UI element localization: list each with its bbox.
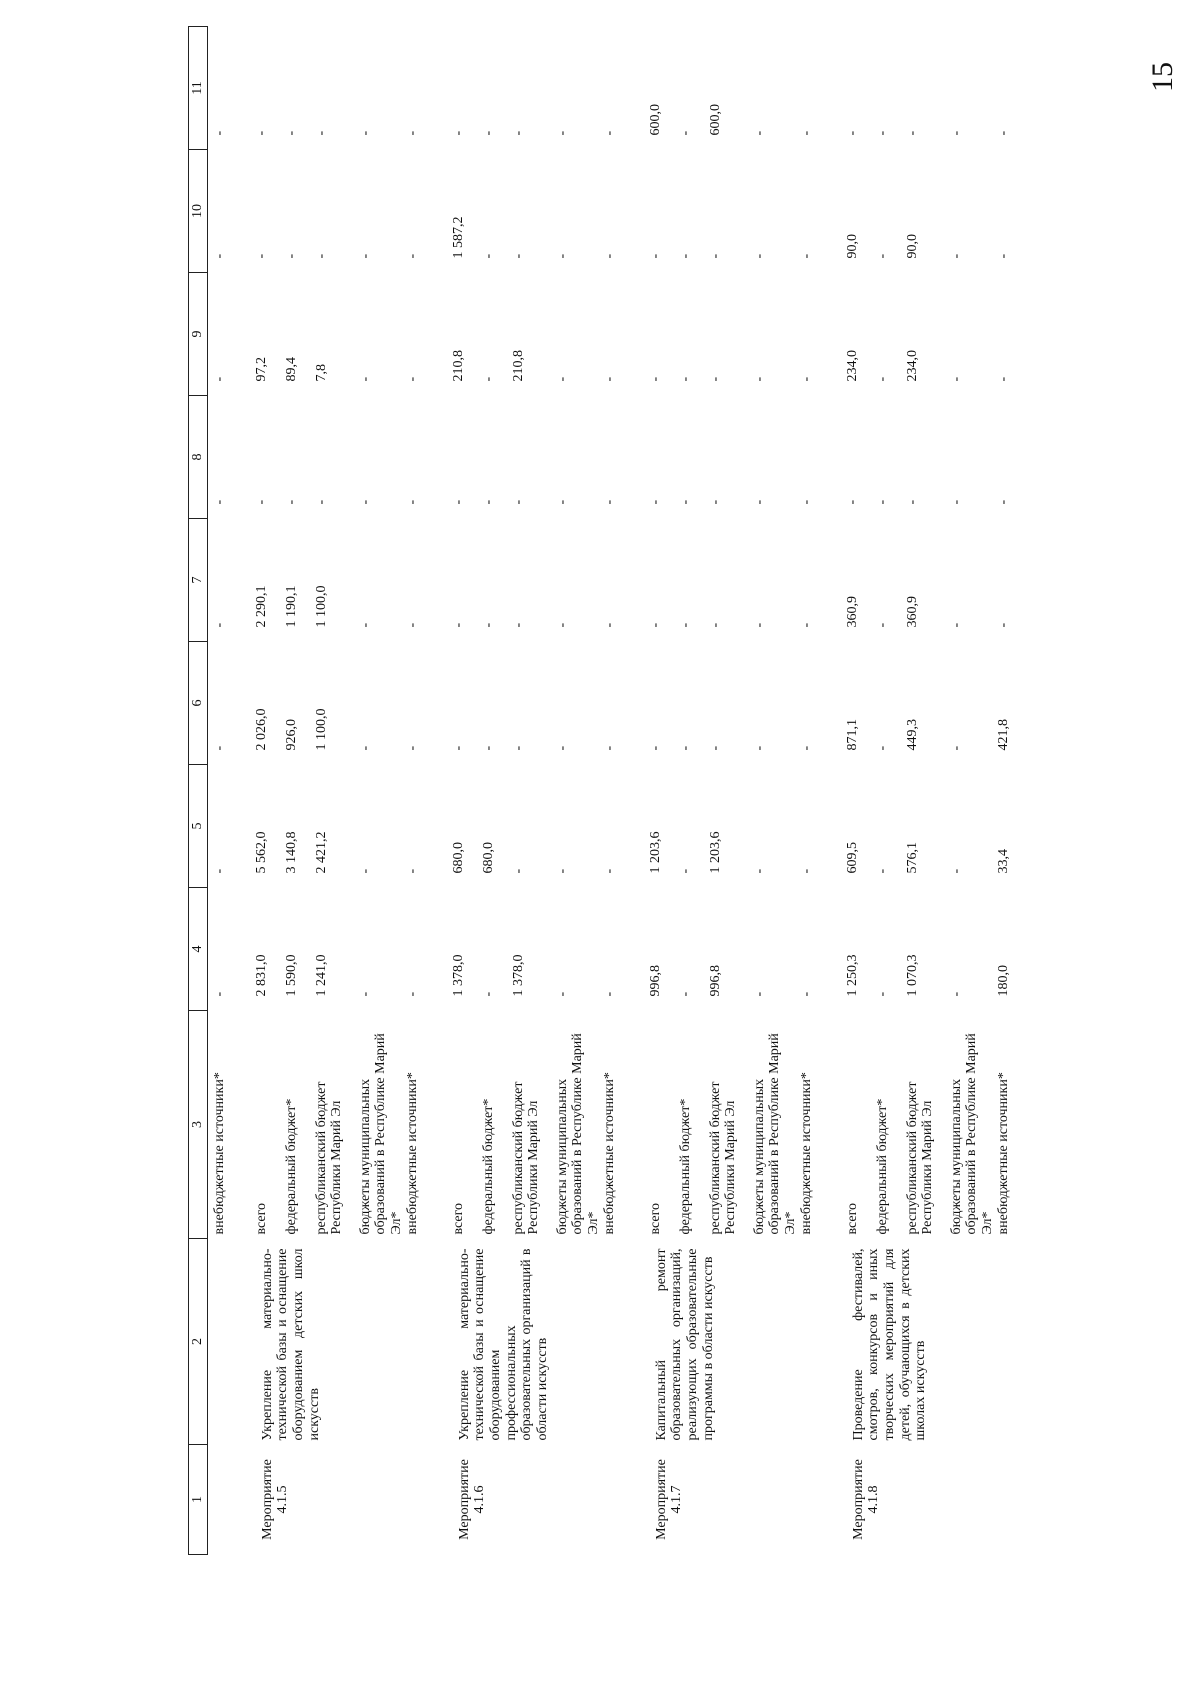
value-cell: 90,0 [904,234,920,259]
source-cell: всего [253,1202,269,1235]
value-cell: - [313,499,329,505]
value-cell: - [554,130,570,136]
value-cell: - [798,253,814,259]
value-cell: 1 590,0 [283,954,299,997]
value-cell: 3 140,8 [283,831,299,874]
empty-cell [829,273,845,396]
value-cell: - [677,622,693,628]
empty-cell [829,642,845,765]
source-cell: республиканский бюджет Республики Марий Эл [707,1081,739,1235]
source-cell: республиканский бюджет Республики Марий Эл [904,1081,936,1235]
value-cell: - [677,745,693,751]
value-cell: - [554,868,570,874]
source-cell: внебюджетные источники* [995,1072,1011,1235]
value-cell: - [798,622,814,628]
empty-cell [829,519,845,642]
value-cell: - [404,868,420,874]
value-cell: - [253,253,269,259]
empty-cell [829,765,845,888]
value-cell: - [601,868,617,874]
value-cell: - [253,499,269,505]
page-number: 15 [1146,62,1179,92]
value-cell: - [212,130,227,136]
value-cell: 1 203,6 [647,831,663,874]
value-cell: 996,8 [707,965,723,997]
value-cell: - [948,253,964,259]
value-cell: 1 100,0 [313,585,329,628]
value-cell: - [510,622,526,628]
measure-description: Капитальный ремонт образовательных организаций, реализующих образовательные программы в области искусств [653,1248,716,1441]
empty-cell [632,150,648,273]
value-cell: - [601,499,617,505]
value-cell: 1 241,0 [313,954,329,997]
column-number-7: 7 [189,519,208,642]
value-cell: - [677,991,693,997]
value-cell: - [874,499,890,505]
column-number-2: 2 [189,1239,208,1445]
value-cell: 1 190,1 [283,585,299,628]
empty-cell [435,888,451,1011]
value-cell: - [751,622,767,628]
empty-cell [632,27,648,150]
empty-cell [632,765,648,888]
value-cell: - [510,499,526,505]
value-cell: 5 562,0 [253,831,269,874]
value-cell: - [707,499,723,505]
value-cell: - [601,130,617,136]
value-cell: - [948,130,964,136]
value-cell: - [904,130,920,136]
empty-cell [435,150,451,273]
value-cell: - [554,622,570,628]
value-cell: 996,8 [647,965,663,997]
empty-cell [435,1011,451,1239]
value-cell: 360,9 [844,596,860,628]
value-cell: - [647,253,663,259]
value-cell: 871,1 [844,719,860,751]
value-cell: 2 026,0 [253,708,269,751]
source-cell: всего [450,1202,466,1235]
measure-description: Укрепление материально-технической базы и оснащение оборудованием детских школ искусств [259,1248,322,1441]
value-cell: - [798,868,814,874]
value-cell: - [212,745,227,751]
value-cell: 1 378,0 [450,954,466,997]
measure-id: Мероприятие 4.1.5 [259,1459,291,1540]
value-cell: - [212,622,227,628]
value-cell: - [751,253,767,259]
column-number-6: 6 [189,642,208,765]
value-cell: 600,0 [647,104,663,136]
value-cell: - [357,499,373,505]
value-cell: - [480,130,496,136]
value-cell: - [357,991,373,997]
empty-cell [238,1445,254,1555]
value-cell: 576,1 [904,842,920,874]
value-cell: 1 203,6 [707,831,723,874]
value-cell: 680,0 [480,842,496,874]
empty-cell [238,765,254,888]
empty-cell [632,273,648,396]
table-row [648,27,678,1555]
value-cell: 210,8 [510,350,526,382]
value-cell: 1 378,0 [510,954,526,997]
value-cell: - [798,376,814,382]
value-cell: 1 100,0 [313,708,329,751]
column-number-5: 5 [189,765,208,888]
empty-cell [238,1011,254,1239]
source-cell: бюджеты муниципальных образований в Республике Марий Эл* [357,1033,404,1235]
value-cell: - [283,130,299,136]
value-cell: - [677,376,693,382]
value-cell: - [357,376,373,382]
value-cell: - [253,130,269,136]
source-cell: бюджеты муниципальных образований в Республике Марий Эл* [948,1033,995,1235]
empty-cell [435,1445,451,1555]
value-cell: - [313,253,329,259]
empty-cell [632,888,648,1011]
source-cell: федеральный бюджет* [480,1098,496,1235]
empty-cell [632,1445,648,1555]
empty-cell [632,519,648,642]
value-cell: - [404,622,420,628]
table-row [208,27,238,1555]
value-cell: - [357,253,373,259]
value-cell: 2 831,0 [253,954,269,997]
value-cell: - [844,499,860,505]
source-cell: республиканский бюджет Республики Марий Эл [510,1081,542,1235]
value-cell: - [751,130,767,136]
value-cell: - [283,253,299,259]
empty-cell [238,888,254,1011]
value-cell: - [798,745,814,751]
value-cell: 180,0 [995,965,1011,997]
value-cell: - [874,991,890,997]
value-cell: - [357,622,373,628]
value-cell: - [212,868,227,874]
empty-cell [632,396,648,519]
value-cell: - [948,991,964,997]
value-cell: 89,4 [283,357,299,382]
value-cell: - [995,376,1011,382]
empty-cell [829,396,845,519]
value-cell: 33,4 [995,849,1011,874]
empty-cell [435,642,451,765]
empty-cell [829,27,845,150]
value-cell: - [601,622,617,628]
empty-cell [238,519,254,642]
value-cell: - [601,376,617,382]
value-cell: - [995,499,1011,505]
value-cell: - [313,130,329,136]
column-number-10: 10 [189,150,208,273]
value-cell: - [480,499,496,505]
value-cell: - [212,499,227,505]
value-cell: 926,0 [283,719,299,751]
source-cell: всего [844,1202,860,1235]
value-cell: - [904,499,920,505]
empty-cell [829,150,845,273]
column-number-1: 1 [189,1445,208,1555]
funding-table [188,26,1026,1555]
empty-cell [829,1011,845,1239]
value-cell: - [707,253,723,259]
value-cell: - [212,253,227,259]
value-cell: - [601,253,617,259]
value-cell: - [601,991,617,997]
value-cell: - [283,499,299,505]
value-cell: - [647,499,663,505]
empty-cell [238,396,254,519]
measure-id: Мероприятие 4.1.8 [850,1459,882,1540]
value-cell: - [601,745,617,751]
source-cell: федеральный бюджет* [874,1098,890,1235]
spacer-row [632,27,648,1555]
value-cell: - [948,376,964,382]
empty-cell [435,1239,451,1445]
empty-cell [829,1239,845,1445]
value-cell: 90,0 [844,234,860,259]
value-cell: - [647,376,663,382]
value-cell: - [480,622,496,628]
column-number-9: 9 [189,273,208,396]
empty-cell [829,1445,845,1555]
value-cell: 2 290,1 [253,585,269,628]
source-cell: внебюджетные источники* [404,1072,420,1235]
value-cell: - [450,745,466,751]
value-cell: 680,0 [450,842,466,874]
source-cell: внебюджетные источники* [601,1072,617,1235]
value-cell: - [647,745,663,751]
value-cell: - [404,130,420,136]
empty-cell [632,1011,648,1239]
measure-id: Мероприятие 4.1.7 [653,1459,685,1540]
value-cell: 7,8 [313,364,329,382]
measure-id: Мероприятие 4.1.6 [456,1459,488,1540]
value-cell: 600,0 [707,104,723,136]
value-cell: - [707,745,723,751]
measure-description: Укрепление материально-технической базы и оснащение оборудованием профессиональных образовательных организаций в области искусств [456,1248,550,1441]
value-cell: - [357,745,373,751]
empty-cell [632,1239,648,1445]
value-cell: - [554,253,570,259]
empty-cell [632,642,648,765]
value-cell: - [554,499,570,505]
value-cell: - [995,130,1011,136]
empty-cell [435,396,451,519]
value-cell: - [404,745,420,751]
value-cell: - [357,130,373,136]
value-cell: - [480,991,496,997]
column-number-4: 4 [189,888,208,1011]
value-cell: - [948,745,964,751]
value-cell: 210,8 [450,350,466,382]
rotated-table-area [188,81,1188,1555]
value-cell: - [948,622,964,628]
empty-cell [435,765,451,888]
value-cell: - [510,868,526,874]
value-cell: - [751,376,767,382]
value-cell: - [677,253,693,259]
value-cell: 1 587,2 [450,216,466,259]
value-cell: - [948,499,964,505]
value-cell: - [677,499,693,505]
value-cell: - [677,130,693,136]
value-cell: 609,5 [844,842,860,874]
source-cell: всего [647,1202,663,1235]
value-cell: - [995,622,1011,628]
value-cell: - [357,868,373,874]
empty-cell [829,888,845,1011]
source-cell: федеральный бюджет* [677,1098,693,1235]
column-number-header [189,27,208,1555]
empty-cell [238,150,254,273]
source-cell: республиканский бюджет Республики Марий Эл [313,1081,345,1235]
value-cell: - [751,991,767,997]
value-cell: 234,0 [904,350,920,382]
value-cell: 421,8 [995,719,1011,751]
source-cell: бюджеты муниципальных образований в Республике Марий Эл* [554,1033,601,1235]
value-cell: 1 250,3 [844,954,860,997]
value-cell: - [751,868,767,874]
value-cell: 2 421,2 [313,831,329,874]
empty-cell [238,27,254,150]
value-cell: - [874,622,890,628]
column-number-11: 11 [189,27,208,150]
empty-cell [238,273,254,396]
empty-cell [435,273,451,396]
value-cell: - [844,130,860,136]
value-cell: - [450,499,466,505]
value-cell: - [798,499,814,505]
empty-cell [435,519,451,642]
value-cell: - [751,745,767,751]
value-cell: 449,3 [904,719,920,751]
value-cell: - [404,253,420,259]
value-cell: - [480,376,496,382]
column-number-8: 8 [189,396,208,519]
value-cell: - [212,376,227,382]
source-cell: бюджеты муниципальных образований в Республике Марий Эл* [751,1033,798,1235]
value-cell: - [450,130,466,136]
value-cell: - [874,745,890,751]
table-row [451,27,481,1555]
value-cell: 1 070,3 [904,954,920,997]
value-cell: - [212,991,227,997]
value-cell: - [404,991,420,997]
value-cell: 97,2 [253,357,269,382]
value-cell: - [404,376,420,382]
source-cell: федеральный бюджет* [283,1098,299,1235]
value-cell: - [510,745,526,751]
value-cell: - [874,376,890,382]
value-cell: - [480,745,496,751]
empty-cell [208,1445,238,1555]
value-cell: - [874,868,890,874]
value-cell: 234,0 [844,350,860,382]
value-cell: - [554,745,570,751]
empty-cell [435,27,451,150]
value-cell: - [874,253,890,259]
spacer-row [435,27,451,1555]
value-cell: - [677,868,693,874]
source-cell: внебюджетные источники* [212,1072,227,1235]
value-cell: - [510,253,526,259]
value-cell: - [480,253,496,259]
value-cell: - [404,499,420,505]
spacer-row [829,27,845,1555]
value-cell: - [751,499,767,505]
empty-cell [238,642,254,765]
spacer-row [238,27,254,1555]
value-cell: - [798,130,814,136]
value-cell: - [554,376,570,382]
value-cell: - [510,130,526,136]
table-row [254,27,284,1555]
source-cell: внебюджетные источники* [798,1072,814,1235]
value-cell: - [707,622,723,628]
table-row [845,27,875,1555]
measure-description: Проведение фестивалей, смотров, конкурсов и иных творческих мероприятий для детей, обучающихся в детских школах искусств [850,1248,929,1441]
value-cell: - [948,868,964,874]
empty-cell [208,1239,238,1445]
value-cell: - [647,622,663,628]
value-cell: - [995,253,1011,259]
table-body [208,27,1026,1555]
empty-cell [238,1239,254,1445]
value-cell: 360,9 [904,596,920,628]
value-cell: - [707,376,723,382]
column-number-3: 3 [189,1011,208,1239]
value-cell: - [554,991,570,997]
value-cell: - [450,622,466,628]
value-cell: - [874,130,890,136]
value-cell: - [798,991,814,997]
